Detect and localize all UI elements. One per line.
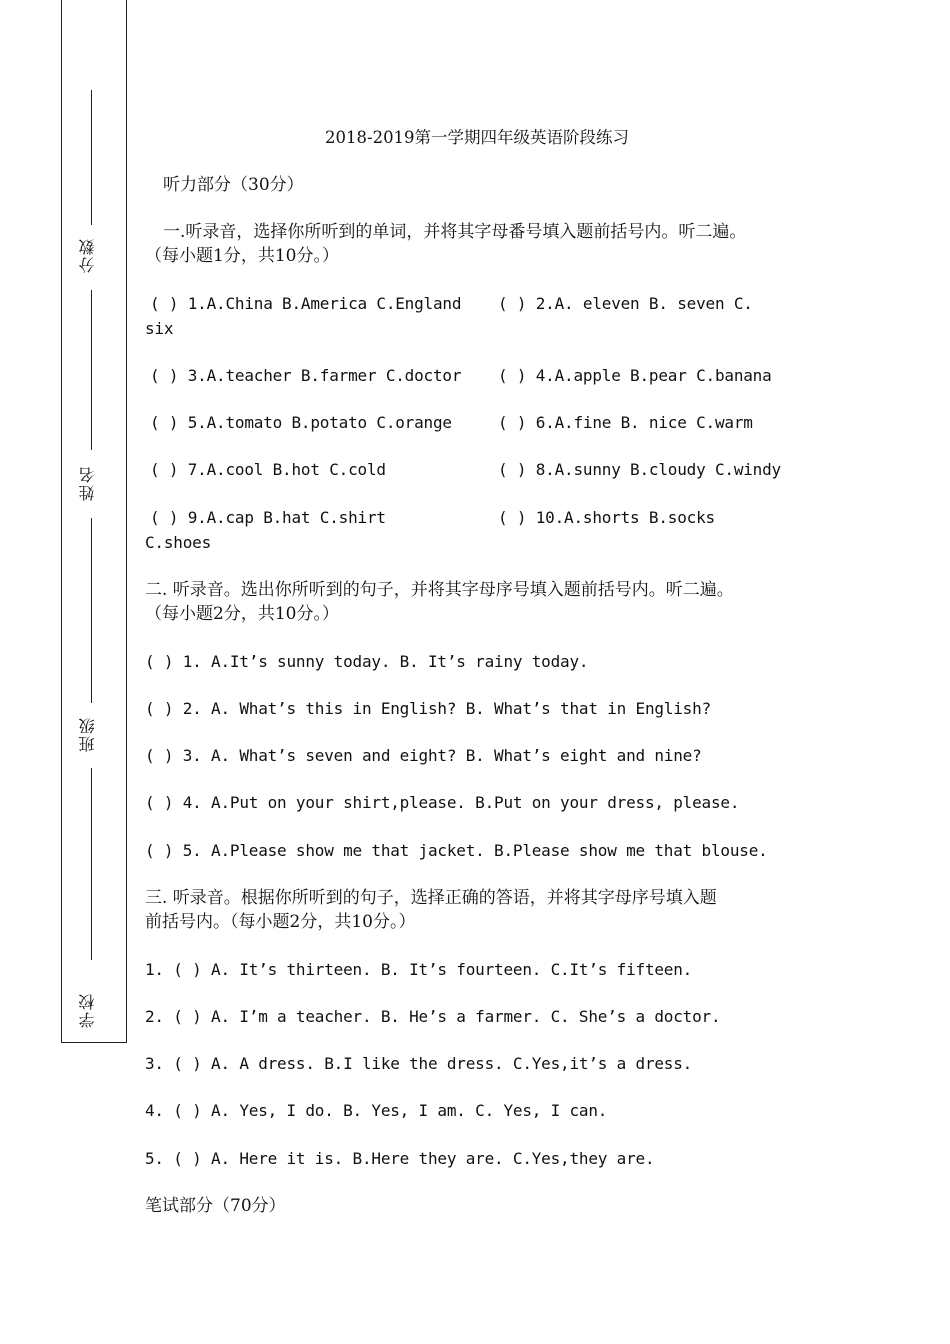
s1-q1: ( ) 1.A.China B.America C.England xyxy=(150,294,462,313)
s1-q8: ( ) 8.A.sunny B.cloudy C.windy xyxy=(498,460,781,479)
s1-q2-wrap: six xyxy=(145,319,174,338)
s1-q4: ( ) 4.A.apple B.pear C.banana xyxy=(498,366,772,385)
page-title: 2018-2019第一学期四年级英语阶段练习 xyxy=(325,128,630,147)
name-label: 姓名 xyxy=(78,465,97,501)
section2-heading-score: （每小题2分，共10分。） xyxy=(145,604,339,624)
class-line-top xyxy=(91,518,92,703)
listening-header: 听力部分（30分） xyxy=(163,175,304,195)
s1-q10: ( ) 10.A.shorts B.socks xyxy=(498,508,715,527)
s3-q5: 5. ( ) A. Here it is. B.Here they are. C.Yes,they are. xyxy=(145,1149,655,1168)
s1-q3: ( ) 3.A.teacher B.farmer C.doctor xyxy=(150,366,462,385)
s2-q1: ( ) 1. A.It’s sunny today. B. It’s rainy today. xyxy=(145,652,589,671)
s1-q10-wrap: C.shoes xyxy=(145,533,212,552)
s1-q7: ( ) 7.A.cool B.hot C.cold xyxy=(150,460,386,479)
section3-heading: 三. 听录音。根据你所听到的句子，选择正确的答语，并将其字母序号填入题 xyxy=(145,888,717,908)
score-line xyxy=(91,90,92,225)
class-label: 班级 xyxy=(78,716,97,752)
name-line-top xyxy=(91,290,92,450)
s2-q5: ( ) 5. A.Please show me that jacket. B.Please show me that blouse. xyxy=(145,841,768,860)
school-label: 学校 xyxy=(78,992,97,1028)
written-header: 笔试部分（70分） xyxy=(145,1196,286,1216)
section3-heading-cont: 前括号内。（每小题2分，共10分。） xyxy=(145,912,416,932)
s1-q5: ( ) 5.A.tomato B.potato C.orange xyxy=(150,413,452,432)
section1-heading-score: （每小题1分，共10分。） xyxy=(145,246,339,266)
s2-q2: ( ) 2. A. What’s this in English? B. What’s that in English? xyxy=(145,699,711,718)
s3-q3: 3. ( ) A. A dress. B.I like the dress. C.Yes,it’s a dress. xyxy=(145,1054,693,1073)
s1-q9: ( ) 9.A.cap B.hat C.shirt xyxy=(150,508,386,527)
binding-strip xyxy=(61,0,127,1043)
s2-q4: ( ) 4. A.Put on your shirt,please. B.Put on your dress, please. xyxy=(145,793,740,812)
school-line-top xyxy=(91,768,92,960)
s3-q4: 4. ( ) A. Yes, I do. B. Yes, I am. C. Yes, I can. xyxy=(145,1101,608,1120)
section1-heading: 一.听录音，选择你所听到的单词，并将其字母番号填入题前括号内。听二遍。 xyxy=(163,222,747,242)
section2-heading: 二. 听录音。选出你所听到的句子，并将其字母序号填入题前括号内。听二遍。 xyxy=(145,580,734,600)
s3-q1: 1. ( ) A. It’s thirteen. B. It’s fourteen. C.It’s fifteen. xyxy=(145,960,693,979)
s2-q3: ( ) 3. A. What’s seven and eight? B. What’s eight and nine? xyxy=(145,746,702,765)
s3-q2: 2. ( ) A. I’m a teacher. B. He’s a farmer. C. She’s a doctor. xyxy=(145,1007,721,1026)
s1-q6: ( ) 6.A.fine B. nice C.warm xyxy=(498,413,753,432)
s1-q2: ( ) 2.A. eleven B. seven C. xyxy=(498,294,753,313)
score-label: 分数 xyxy=(78,237,97,273)
